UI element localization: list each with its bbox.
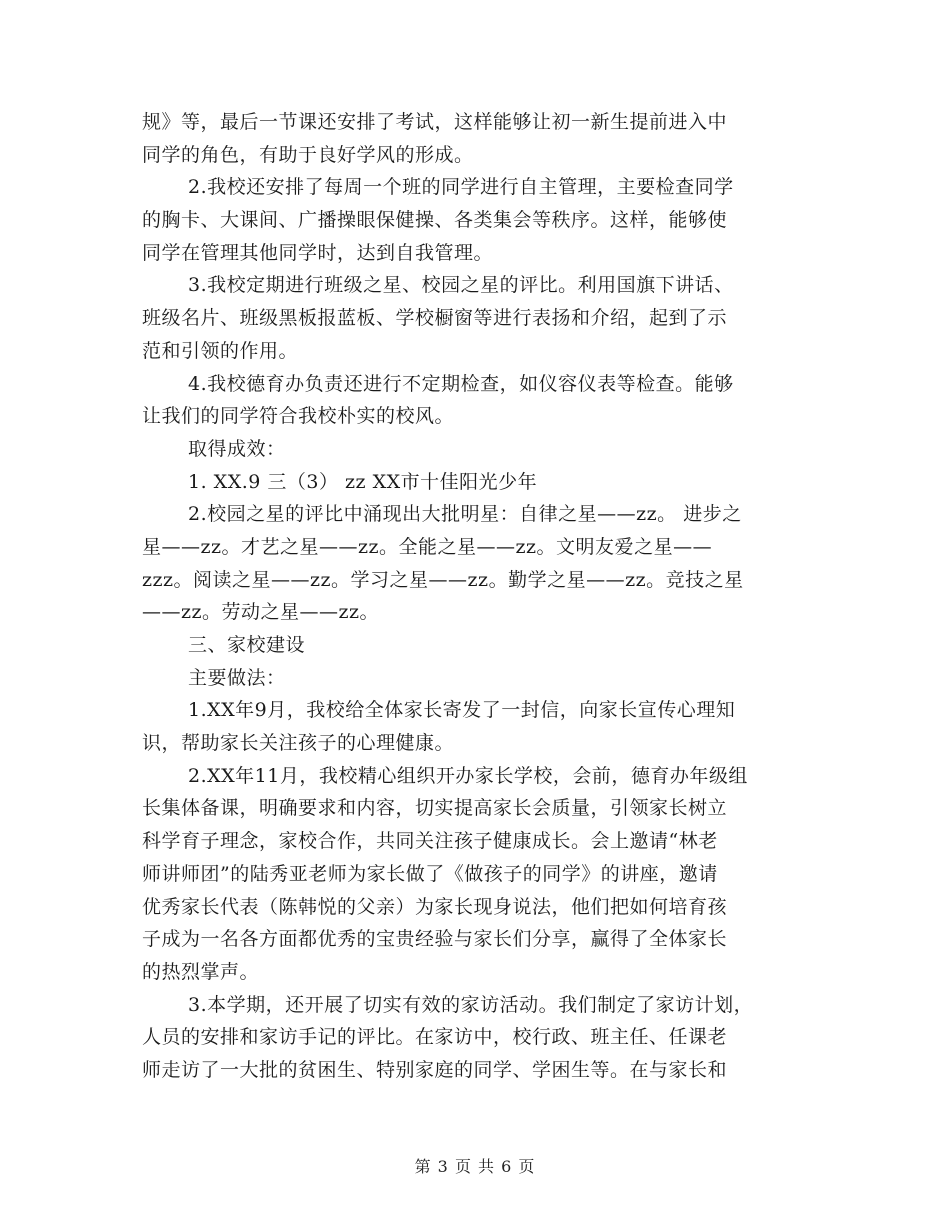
text-line: 4.我校德育办负责还进行不定期检查，如仪容仪表等检查。能够: [188, 372, 734, 395]
text-line: 规》等，最后一节课还安排了考试，这样能够让初一新生提前进入中: [142, 111, 728, 133]
text-line: 3.本学期，还开展了切实有效的家访活动。我们制定了家访计划，: [188, 993, 754, 1016]
text-line: 2.我校还安排了每周一个班的同学进行自主管理，主要检查同学: [188, 176, 734, 199]
text-line: 3.我校定期进行班级之星、校园之星的评比。利用国旗下讲话、: [188, 274, 734, 297]
text-line: 优秀家长代表（陈韩悦的父亲）为家长现身说法，他们把如何培育孩: [142, 895, 728, 918]
text-line: 1. XX.9 三（3） zz XX市十佳阳光少年: [188, 470, 538, 493]
text-line: 取得成效：: [188, 437, 286, 460]
text-line: 长集体备课，明确要求和内容，切实提高家长会质量，引领家长树立: [142, 797, 728, 820]
text-line: 1.XX年9月，我校给全体家长寄发了一封信，向家长宣传心理知: [188, 699, 736, 722]
text-line: 识，帮助家长关注孩子的心理健康。: [142, 732, 455, 755]
text-line: 师讲师团”的陆秀亚老师为家长做了《做孩子的同学》的讲座，邀请: [142, 862, 718, 885]
text-line: 师走访了一大批的贫困生、特别家庭的同学、学困生等。在与家长和: [142, 1058, 728, 1081]
text-line: 同学在管理其他同学时，达到自我管理。: [142, 241, 494, 264]
text-line: ——zz。劳动之星——zz。: [142, 601, 380, 624]
text-line: 星——zz。才艺之星——zz。全能之星——zz。文明友爱之星——: [142, 535, 713, 558]
text-line: 2.XX年11月，我校精心组织开办家长学校，会前，德育办年级组: [188, 764, 748, 787]
text-line: 人员的安排和家访手记的评比。在家访中，校行政、班主任、任课老: [142, 1026, 728, 1049]
text-line: 2.校园之星的评比中涌现出大批明星：自律之星——zz。 进步之: [188, 503, 742, 526]
text-line: 范和引领的作用。: [142, 339, 299, 362]
page-number: 第 3 页 共 6 页: [414, 1157, 536, 1176]
text-line: 让我们的同学符合我校朴实的校风。: [142, 405, 455, 428]
text-line: 同学的角色，有助于良好学风的形成。: [142, 143, 474, 166]
text-line: 子成为一名各方面都优秀的宝贵经验与家长们分享，赢得了全体家长: [142, 928, 728, 951]
text-line: 科学育子理念，家校合作，共同关注孩子健康成长。会上邀请“林老: [142, 830, 718, 853]
text-line: 三、家校建设: [188, 634, 306, 656]
text-line: zzz。阅读之星——zz。学习之星——zz。勤学之星——zz。竞技之星: [142, 568, 744, 591]
text-line: 的胸卡、大课间、广播操眼保健操、各类集会等秩序。这样，能够使: [142, 209, 728, 232]
body-text: [142, 106, 808, 1087]
text-line: 班级名片、班级黑板报蓝板、学校橱窗等进行表扬和介绍，起到了示: [142, 307, 728, 330]
text-line: 的热烈掌声。: [142, 960, 260, 983]
text-line: 主要做法：: [188, 666, 286, 689]
